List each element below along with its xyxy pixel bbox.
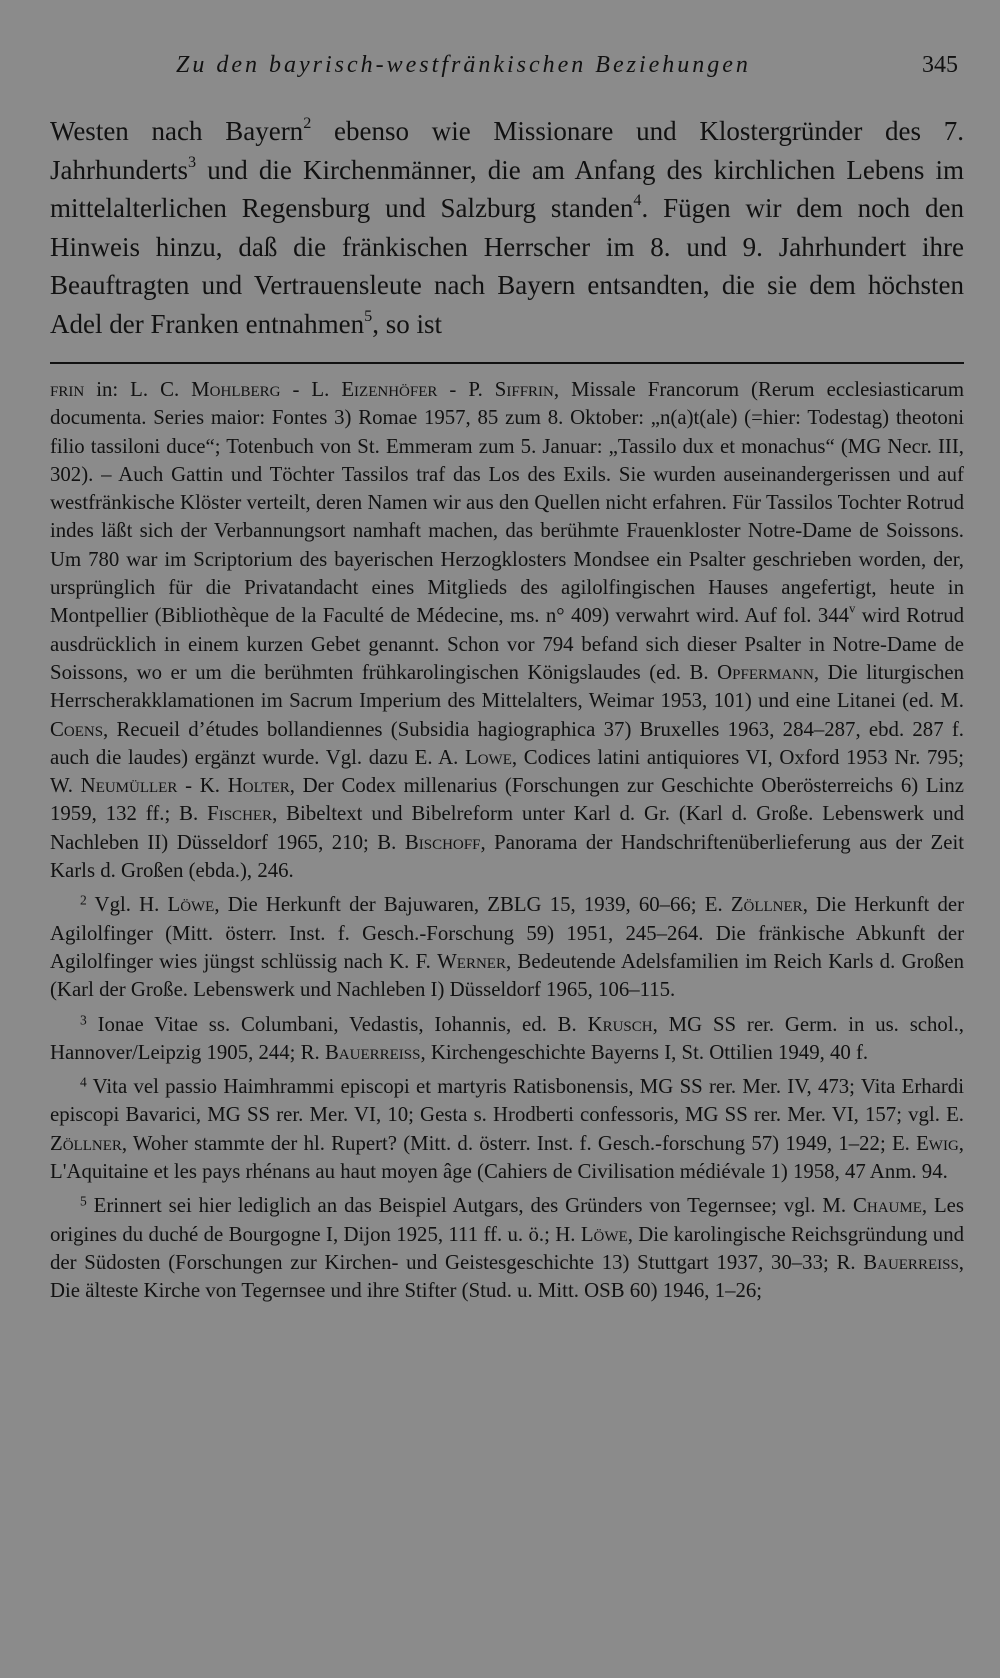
footnote-text: in: L. C. [84,378,192,401]
footnote-5 [50,1192,964,1305]
footnote-number: 3 [80,1011,87,1027]
author-name: Werner [437,949,506,973]
footnote-text: , Woher stammte der hl. Rupert? (Mitt. d. österr. Inst. f. Gesch.-forschung 57) 1949, 1–22; E. [121,1131,917,1155]
footnote-4 [50,1073,964,1186]
footnote-text: , L'Aquitaine et les pays rhénans au haut moyen âge (Cahiers de Civilisation médiévale 1) 1958, 47 Anm. 94. [50,1131,964,1184]
footnote-text: , Die karolingische Reichsgründung und der Südosten (Forschungen zur Kirchen- und Geistesgeschichte 13) Stuttgart 1937, 30–33; R. [50,1222,964,1274]
footnote-text: Vgl. H. [86,893,168,917]
footnote-text: , Codices latini antiquiores VI, Oxford 1953 Nr. 795; W. [50,745,964,798]
footnote-continuation [50,376,964,885]
author-name: Neumüller [80,774,178,798]
author-name: Chaume [853,1194,922,1218]
footnote-3 [50,1011,964,1068]
author-name: Holter [227,774,290,798]
footnote-text: , MG SS rer. Germ. in us. schol., Hannover/Leipzig 1905, 244; R. [50,1012,964,1064]
main-paragraph [50,112,964,343]
body-text-segment: ebenso wie Missionare und Klostergründer des 7. Jahrhunderts [50,116,964,185]
footnote-text: - K. [177,774,228,798]
footnote-text: , Die liturgischen Herrscherakklamationen im Sacrum Imperium des Mittelalters, Weimar 1953, 101) und eine Litanei (ed. M. [50,660,964,713]
footnote-text: , Missale Francorum (Rerum ecclesiasticarum documenta. Series maior: Fontes 3) Romae 1957, 85 zum 8. Oktober: „n(a)t(ale) (=hier: Todestag) theotoni filio tassiloni duce“; Totenbuch von St. Emmeram zum 5. Januar: „Tassilo dux et monachus“ (MG Necr. III, 302). – Auch Gattin und Töchter Tassilos traf das Los des Exils. Sie wurden auseinandergerissen und auf westfränkische Klöster verteilt, deren Namen wir aus den Quellen nicht erfahren. Für Tassilos Tochter Rotrud indes läßt sich der Verbannungsort namhaft machen, das berühmte Frauenkloster Notre-Dame de Soissons. Um 780 war im Scriptorium des bayerischen Herzogklosters Mondsee ein Psalter geschrieben worden, der, ursprünglich für die Privatandacht eines Mitglieds des agilolfingischen Hauses angefertigt, heute in Montpellier (Bibliothèque de la Faculté de Médecine, ms. n° 409) verwahrt wird. Auf fol. 344 [50,378,965,628]
author-name: Coens [50,717,104,741]
author-name: Siffrin [494,378,554,401]
page-header [50,48,964,88]
superscript: v [849,602,856,617]
page-number: 345 [922,52,958,78]
body-text-segment: und die Kirchenmänner, die am Anfang des kirchlichen Lebens im mittelalterlichen Regensburg und Salzburg standen [50,154,964,223]
author-name: Löwe [167,893,215,917]
author-name: Bauerreiss [863,1250,959,1274]
footnote-ref: 3 [187,152,197,171]
footnote-text: Ionae Vitae ss. Columbani, Vedastis, Iohannis, ed. B. [86,1012,588,1036]
footnote-text: , Recueil d’études bollandiennes (Subsidia hagiographica 37) Bruxelles 1963, 284–287, ebd. 287 f. auch die laudes) ergänzt wurde. Vgl. dazu E. A. [50,717,964,769]
author-name: Bischoff [404,830,481,854]
footnotes [50,376,964,1312]
author-name: Krusch [587,1012,653,1036]
footnote-number: 4 [80,1074,87,1090]
footnote-ref: 4 [633,190,642,209]
footnote-text: , Les origines du duché de Bourgogne I, Dijon 1925, 111 ff. u. ö.; H. [50,1194,964,1246]
footnote-text: Erinnert sei hier lediglich an das Beispiel Autgars, des Gründers von Tegernsee; vgl. M. [86,1194,853,1218]
running-title: Zu den bayrisch-westfränkischen Beziehungen [176,52,751,78]
author-name: Löwe [580,1222,628,1246]
author-name: Bauerreiss [324,1040,421,1064]
body-text-segment: , so ist [372,308,443,339]
footnote-divider [50,362,964,364]
author-name: Ewig [916,1131,959,1155]
footnote-ref: 5 [364,306,373,325]
footnote-text: , Der Codex millenarius (Forschungen zur Geschichte Oberösterreichs 6) Linz 1959, 132 ff.; B. [50,774,964,826]
footnote-ref: 2 [303,113,312,132]
author-name: frin [50,378,85,401]
body-text-segment: . Fügen wir dem noch den Hinweis hinzu, daß die fränkischen Herrscher im 8. und 9. Jahrhundert ihre Beauftragten und Vertrauensleute nach Bayern entsandten, die sie dem höchsten Adel der Franken entnahmen [50,193,964,339]
footnote-text: , Bedeutende Adelsfamilien im Reich Karls d. Großen (Karl der Große. Lebenswerk und Nachleben I) Düsseldorf 1965, 106–115. [50,949,964,1002]
author-name: Zöllner [730,893,803,917]
footnote-text: , Kirchengeschichte Bayerns I, St. Ottilien 1949, 40 f. [420,1040,869,1064]
author-name: Zöllner [50,1131,122,1155]
author-name: Opfermann [717,660,814,684]
body-text-segment: Westen nach Bayern [50,116,304,146]
footnote-text: wird Rotrud ausdrücklich in einem kurzen Gebet genannt. Schon vor 794 befand sich dieser Psalter in Notre-Dame de Soissons, wo er um die berühmten frühkarolingischen Königslaudes (ed. B. [50,604,964,684]
footnote-text: , Die Herkunft der Agilolfinger (Mitt. österr. Inst. f. Gesch.-Forschung 59) 1951, 245–264. Die fränkische Abkunft der Agilolfinger wies jüngst schlüssig nach K. F. [50,893,965,973]
author-name: Eizenhöfer [341,378,438,401]
author-name: Mohlberg [191,378,281,401]
footnote-text: - L. [280,378,342,401]
footnote-text: , Panorama der Handschriftenüberlieferung aus der Zeit Karls d. Großen (ebda.), 246. [50,830,965,883]
footnote-text: , Die Herkunft der Bajuwaren, ZBLG 15, 1939, 60–66; E. [214,893,731,917]
footnote-text: - P. [437,378,495,401]
footnote-text: Vita vel passio Haimhrammi episcopi et martyris Ratisbonensis, MG SS rer. Mer. IV, 473; Vita Erhardi episcopi Bavarici, MG SS rer. Mer. VI, 10; Gesta s. Hrodberti confessoris, MG SS rer. Mer. VI, 157; vgl. E. [50,1075,964,1127]
footnote-text: , Bibeltext und Bibelreform unter Karl d. Gr. (Karl d. Große. Lebenswerk und Nachleben II) Düsseldorf 1965, 210; B. [50,802,965,854]
author-name: Fischer [207,802,273,826]
footnote-number: 5 [80,1193,87,1209]
footnote-text: , Die älteste Kirche von Tegernsee und ihre Stifter (Stud. u. Mitt. OSB 60) 1946, 1–26; [50,1250,964,1303]
footnote-number: 2 [80,892,87,908]
main-text [50,112,964,343]
author-name: Lowe [465,745,512,769]
footnote-2 [50,891,964,1004]
